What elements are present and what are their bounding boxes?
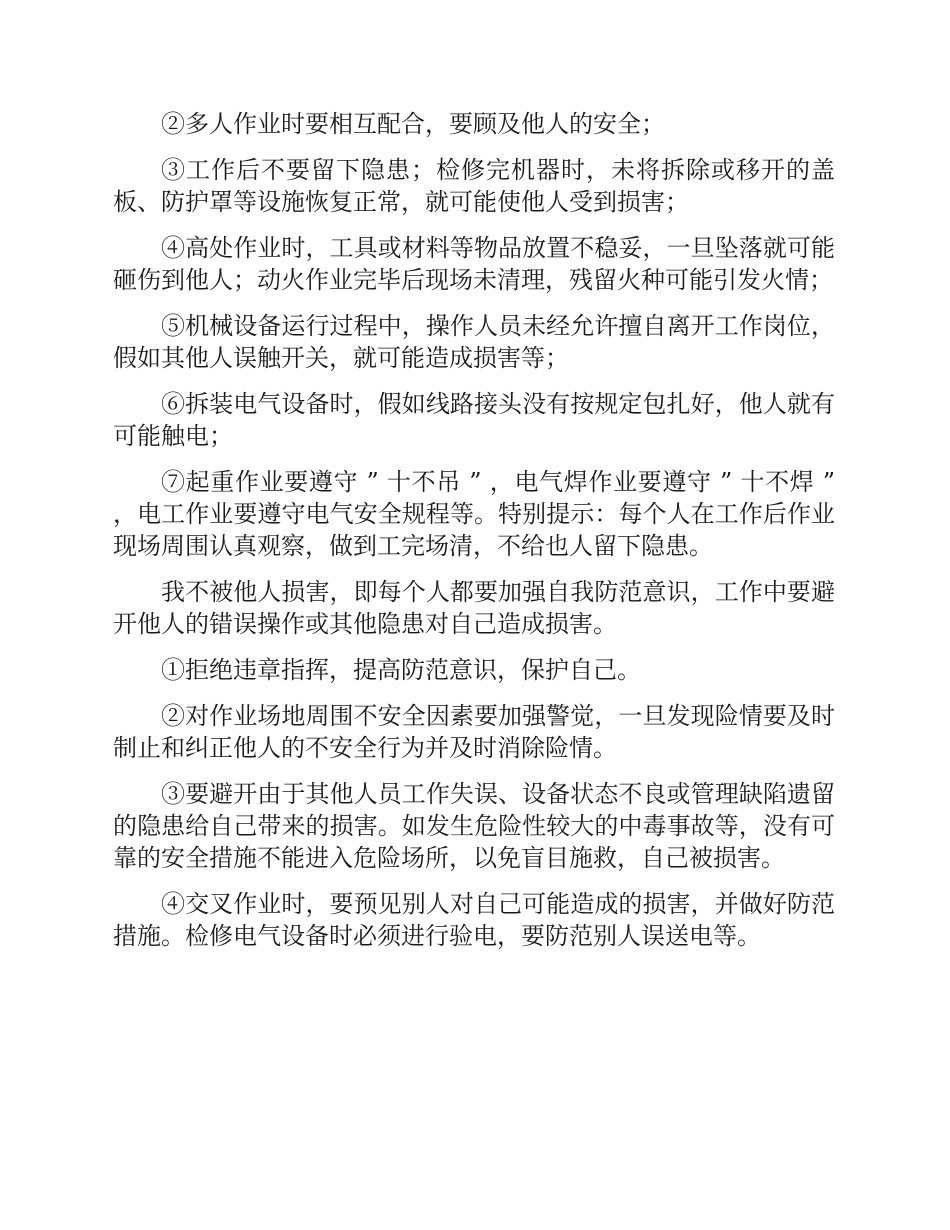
paragraph-1: ②多人作业时要相互配合，要顾及他人的安全； [161,110,665,138]
paragraph-11: ④交叉作业时，要预见别人对自己可能造成的损害，并做好防范措施。检修电气设备时必须进行验电，要防范别人误送电等。 [113,890,835,950]
paragraph-8: ①拒绝违章指挥，提高防范意识，保护自己。 [161,656,641,684]
paragraph-9: ②对作业场地周围不安全因素要加强警觉，一旦发现险情要及时制止和纠正他人的不安全行为并及时消除险情。 [113,702,835,762]
paragraph-7: 我不被他人损害，即每个人都要加强自我防范意识，工作中要避开他人的错误操作或其他隐患对自己造成损害。 [113,578,835,638]
paragraph-6: ⑦起重作业要遵守 ” 十不吊 ” ，电气焊作业要遵守 ” 十不焊 ” ，电工作业要遵守电气安全规程等。特别提示：每个人在工作后作业现场周围认真观察，做到工完场清，不给也人留下隐患。 [113,468,835,560]
paragraph-2: ③工作后不要留下隐患；检修完机器时，未将拆除或移开的盖板、防护罩等设施恢复正常，就可能使他人受到损害； [113,156,835,216]
paragraph-3: ④高处作业时，工具或材料等物品放置不稳妥，一旦坠落就可能砸伤到他人；动火作业完毕后现场未清理，残留火种可能引发火情； [113,234,835,294]
paragraph-5: ⑥拆装电气设备时，假如线路接头没有按规定包扎好，他人就有可能触电； [113,390,835,450]
paragraph-4: ⑤机械设备运行过程中，操作人员未经允许擅自离开工作岗位，假如其他人误触开关，就可能造成损害等； [113,312,835,372]
document-body [113,108,835,966]
paragraph-10: ③要避开由于其他人员工作失误、设备状态不良或管理缺陷遗留的隐患给自己带来的损害。如发生危险性较大的中毒事故等，没有可靠的安全措施不能进入危险场所，以免盲目施救，自己被损害。 [113,780,835,872]
